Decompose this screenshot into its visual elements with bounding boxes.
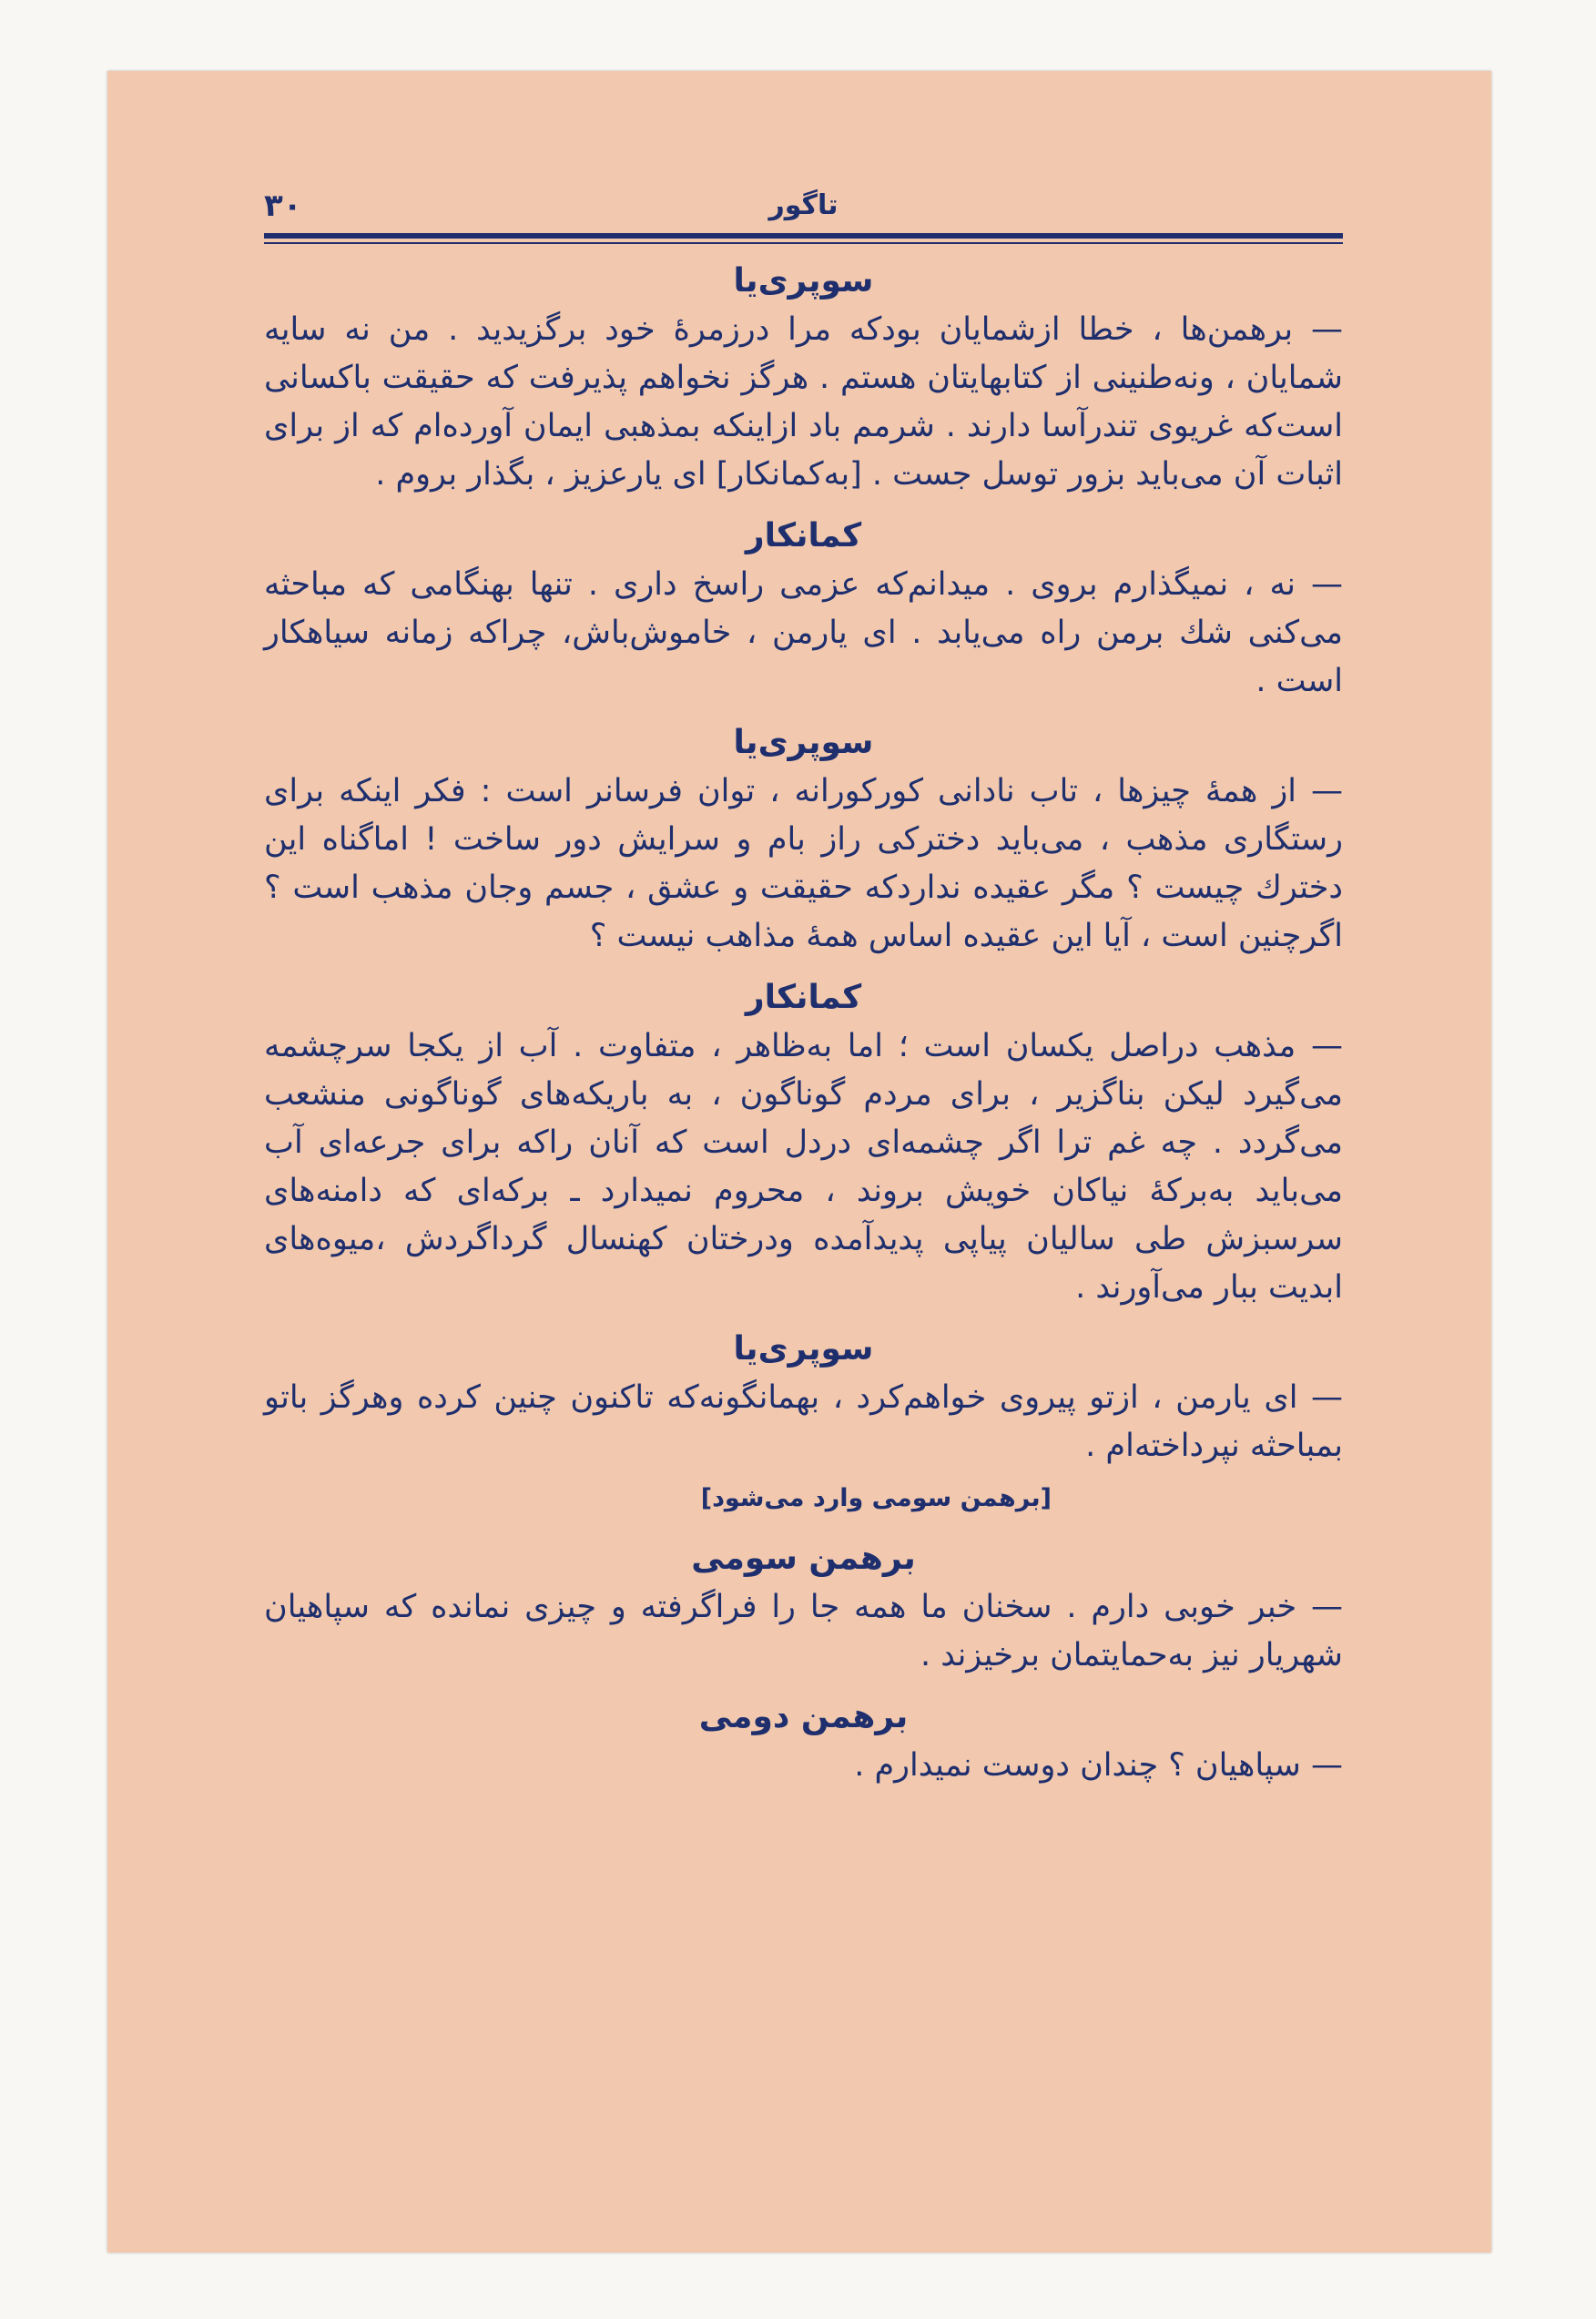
speech-text: — از همهٔ چیزها ، تاب نادانی کورکورانه ، توان فرسانر است : فکر اینکه برای رستگاری مذهب ، می‌باید دخترکی راز بام و سرایش دور ساخت ! اماگناه این دخترك چیست ؟ مگر عقیده نداردکه حقیقت و عشق ، جسم وجان مذهب است ؟ اگرچنین است ، آیا این عقیده اساس همهٔ مذاهب نیست ؟ bbox=[264, 773, 1343, 954]
speaker-name: سوپری‌یا bbox=[733, 1330, 874, 1368]
speech-text: — ای یارمن ، ازتو پیروی خواهم‌کرد ، بهمانگونه‌که تاکنون چنین کرده وهرگز باتو بمباحثه نپرداخته‌ام . bbox=[264, 1379, 1343, 1464]
page-header bbox=[264, 178, 1343, 233]
speaker-name: کمانکار bbox=[745, 979, 862, 1016]
speech-text: — نه ، نمیگذارم بروی . میدانم‌که عزمی راسخ داری . تنها بهنگامی که مباحثه می‌کنی شك برمن راه می‌یابد . ای یارمن ، خاموش‌باش، چراکه زمانه سیاهکار است . bbox=[264, 566, 1343, 699]
page-content bbox=[264, 178, 1343, 1790]
dialogue-block bbox=[264, 722, 1343, 961]
dialogue-block bbox=[264, 977, 1343, 1312]
speaker-name: سوپری‌یا bbox=[733, 262, 874, 300]
speaker-name: برهمن دومی bbox=[698, 1698, 909, 1735]
running-title: تاگور bbox=[768, 189, 839, 221]
header-rule-thick bbox=[264, 233, 1343, 239]
dialogue-block bbox=[264, 260, 1343, 499]
speech-text: — سپاهیان ؟ چندان دوست نمیدارم . bbox=[854, 1747, 1343, 1784]
dialogue-block bbox=[264, 515, 1343, 706]
book-page bbox=[107, 71, 1491, 2253]
page-number: ۳۰ bbox=[264, 188, 302, 224]
speaker-name: کمانکار bbox=[745, 517, 862, 554]
header-rule-thin bbox=[264, 242, 1343, 244]
speech-text: — برهمن‌ها ، خطا ازشمایان بودکه مرا درزمرهٔ خود برگزیدید . من نه سایه شمایان ، ونه‌طنینی از کتابهایتان هستم . هرگز نخواهم پذیرفت که حقیقت باکسانی است‌که غریوی تندرآسا دارند . شرمم باد ازاینکه بمذهبی ایمان آورده‌ام که از برای اثبات آن می‌باید بزور توسل جست . [به‌کمانکار] ای یارعزیز ، بگذار بروم . bbox=[264, 311, 1343, 493]
dialogue-block bbox=[264, 1538, 1343, 1680]
speaker-name: سوپری‌یا bbox=[733, 724, 874, 761]
speech-text: — خبر خوبی دارم . سخنان ما همه جا را فراگرفته و چیزی نمانده که سپاهیان شهریار نیز به‌حمایتمان برخیزند . bbox=[264, 1589, 1343, 1673]
dialogue-block bbox=[264, 1328, 1343, 1518]
speaker-name: برهمن سومی bbox=[691, 1540, 916, 1577]
stage-direction: [برهمن سومی وارد می‌شود] bbox=[700, 1484, 1052, 1512]
dialogue-block bbox=[264, 1696, 1343, 1790]
speech-text: — مذهب دراصل یکسان است ؛ اما به‌ظاهر ، متفاوت . آب از یکجا سرچشمه می‌گیرد لیکن بناگزیر ، برای مردم گوناگون ، به باریکه‌های گوناگونی منشعب می‌گردد . چه غم ترا اگر چشمه‌ای دردل است که آنان راکه برای جرعه‌ای آب می‌باید به‌برکهٔ نیاکان خویش بروند ، محروم نمیدارد ـ برکه‌ای که دامنه‌های سرسبزش طی سالیان پیاپی پدیدآمده ودرختان کهنسال گرداگردش ،میوه‌های ابدیت ببار می‌آورند . bbox=[264, 1028, 1343, 1306]
